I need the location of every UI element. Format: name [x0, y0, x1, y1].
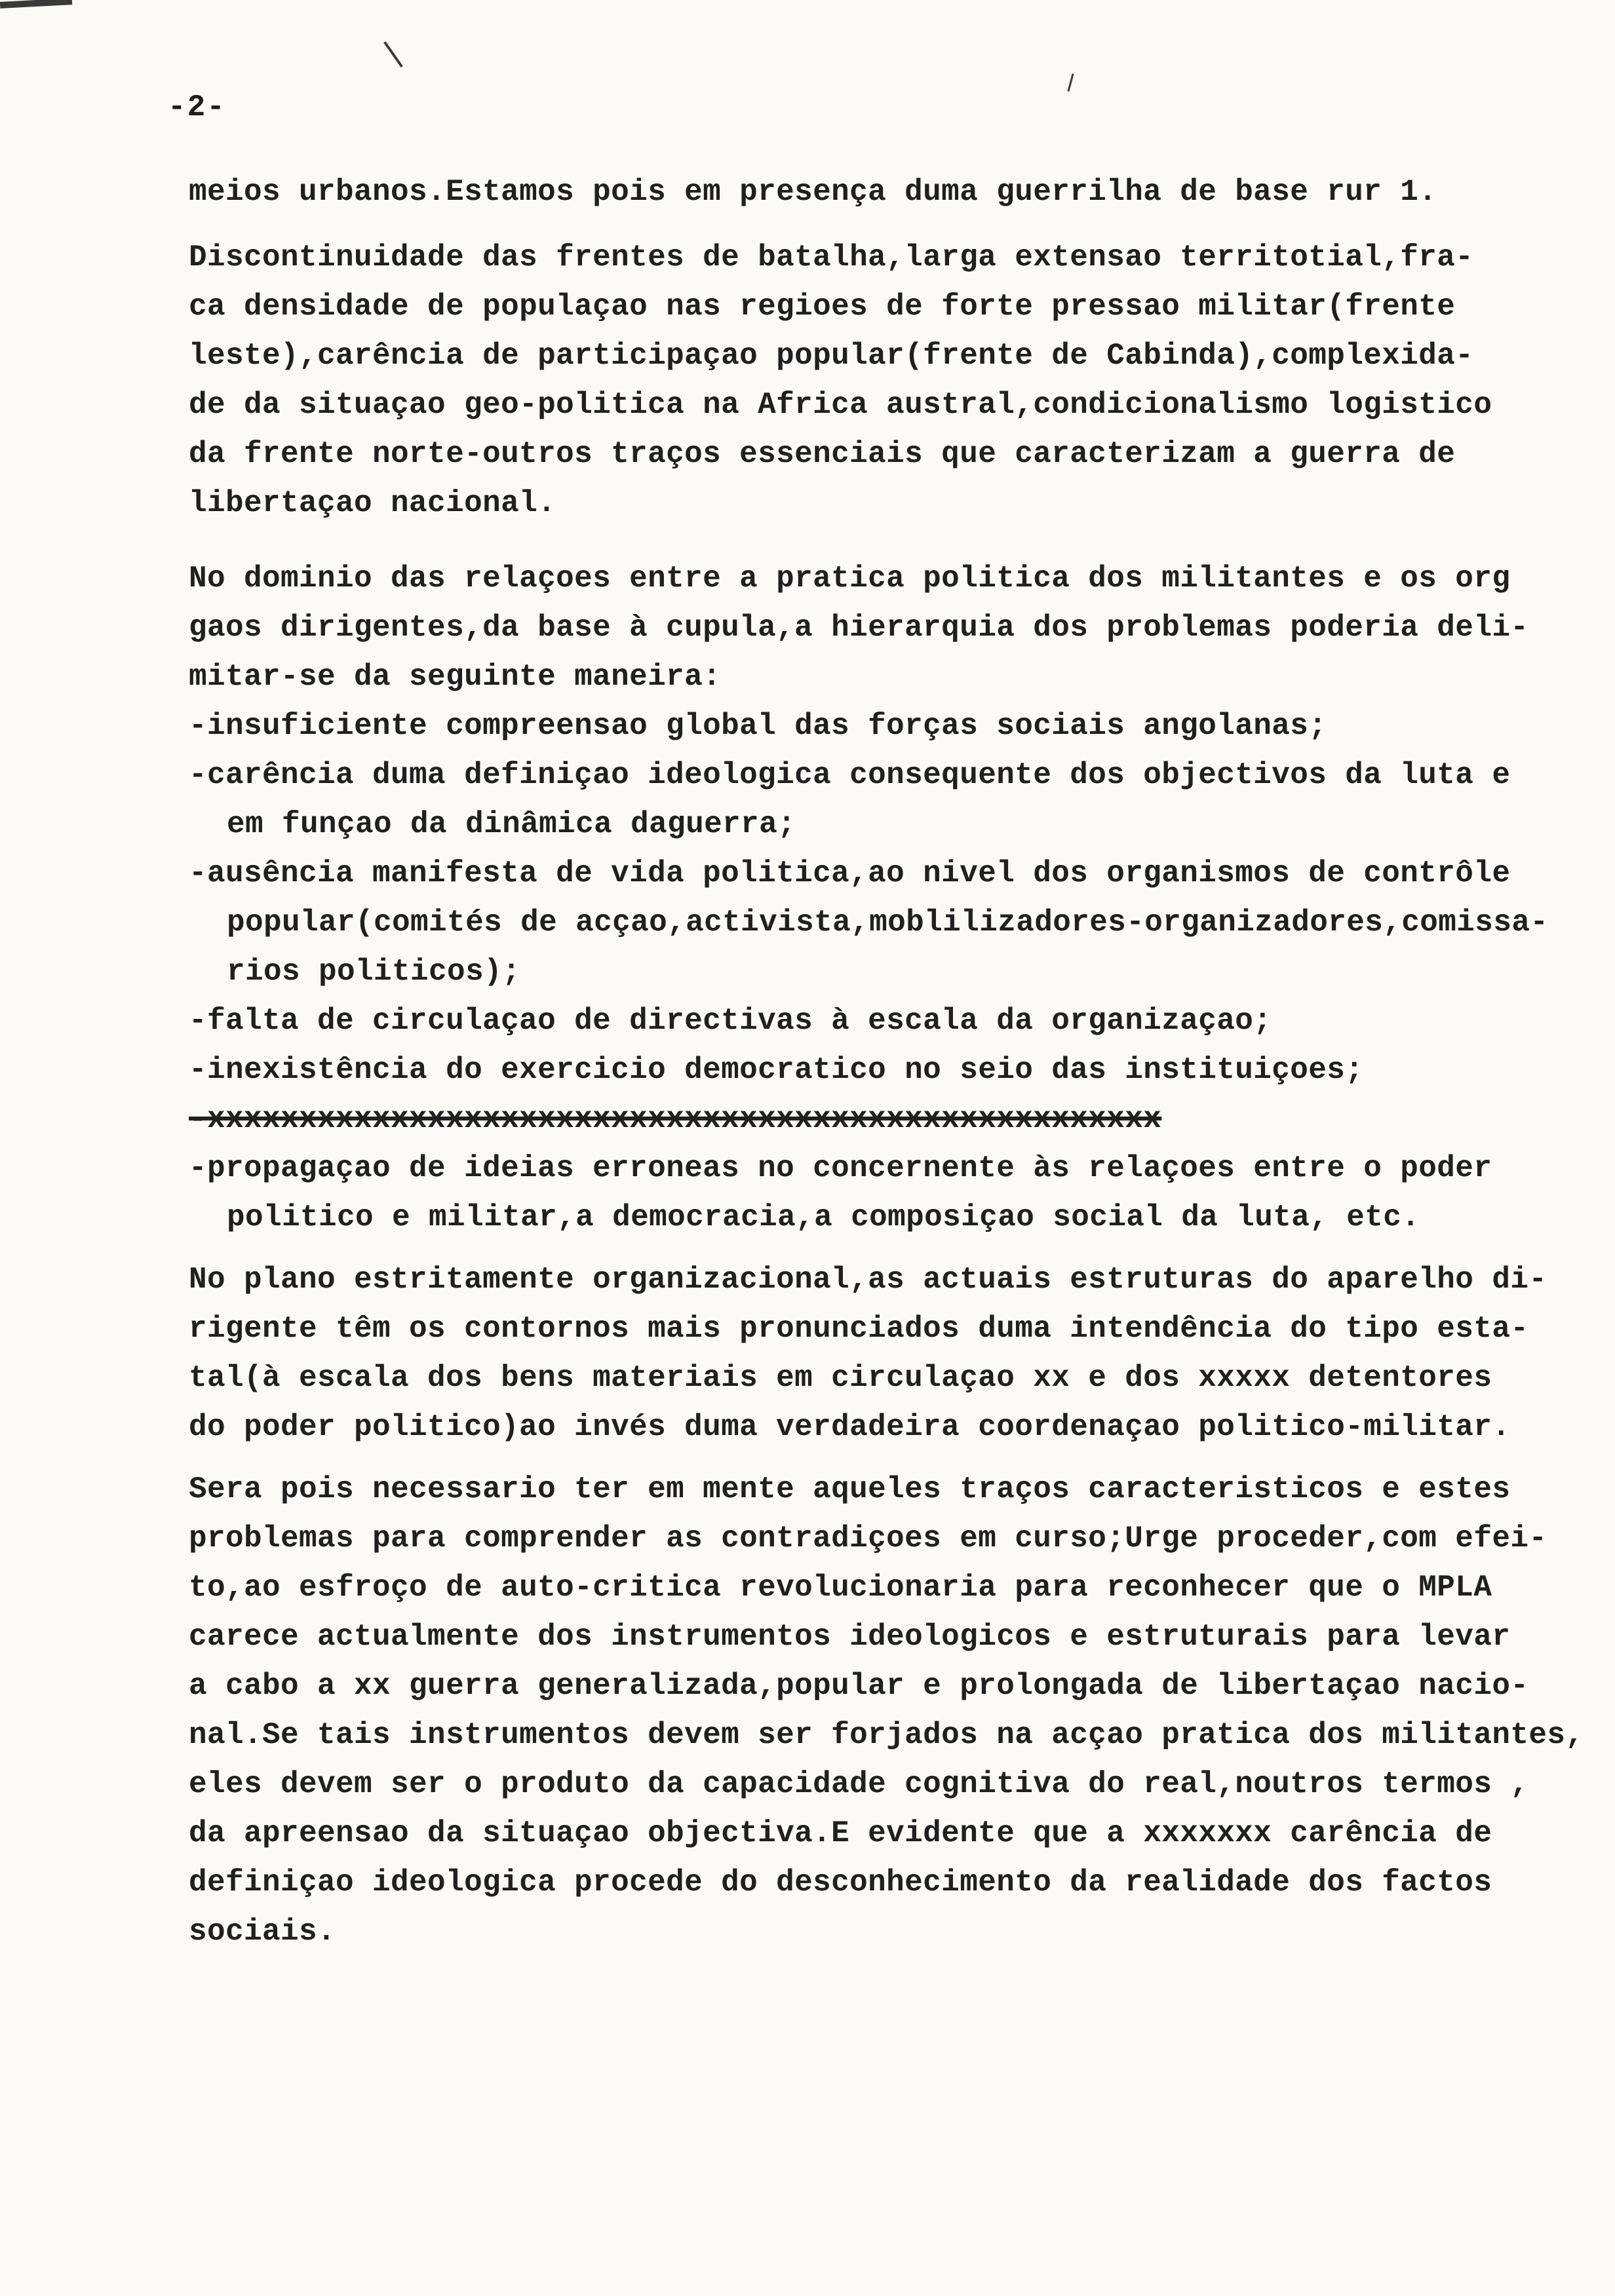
list-item-continuation: politico e militar,a democracia,a composiçao social da luta, etc. [208, 1200, 1420, 1234]
text-line: da apreensao da situaçao objectiva.E evidente que a xxxxxxx carência de [189, 1816, 1492, 1850]
text-line: libertaçao nacional. [189, 486, 556, 520]
paragraph-4 [189, 1255, 1565, 1452]
paragraph-1 [189, 168, 1565, 217]
paragraph-5 [189, 1465, 1584, 1957]
text-line: nal.Se tais instrumentos devem ser forjados na acçao pratica dos militantes, [189, 1718, 1584, 1752]
text-line: do poder politico)ao invés duma verdadeira coordenaçao politico-militar. [189, 1410, 1511, 1444]
struck-out-line: -xxxxxxxxxxxxxxxxxxxxxxxxxxxxxxxxxxxxxxxxxxxxxxxxxxxx [189, 1102, 1162, 1136]
page-number: -2- [168, 90, 226, 124]
list-item: -propagaçao de ideias erroneas no concernente às relaçoes entre o poder [189, 1151, 1492, 1185]
list-item: -insuficiente compreensao global das forças sociais angolanas; [189, 709, 1327, 743]
scan-mark [1067, 73, 1074, 92]
text-line: mitar-se da seguinte maneira: [189, 660, 722, 694]
list-item: -falta de circulaçao de directivas à escala da organizaçao; [189, 1004, 1272, 1038]
scan-mark [0, 0, 72, 9]
text-line: meios urbanos.Estamos pois em presença duma guerrilha de base rur 1. [189, 175, 1437, 209]
list-item-continuation: popular(comités de acçao,activista,moblilizadores-organizadores,comissa- [208, 906, 1549, 940]
paragraph-2 [189, 233, 1565, 528]
paragraph-3 [189, 554, 1565, 1242]
text-line: Sera pois necessario ter em mente aqueles traços caracteristicos e estes [189, 1472, 1511, 1506]
text-line: a cabo a xx guerra generalizada,popular e prolongada de libertaçao nacio- [189, 1669, 1529, 1703]
list-item: -ausência manifesta de vida politica,ao nivel dos organismos de contrôle [189, 856, 1511, 890]
text-line: No plano estritamente organizacional,as actuais estruturas do aparelho di- [189, 1263, 1547, 1297]
text-line: definiçao ideologica procede do desconhecimento da realidade dos factos [189, 1866, 1492, 1900]
text-line: tal(à escala dos bens materiais em circulaçao xx e dos xxxxx detentores [189, 1361, 1492, 1395]
text-line: sociais. [189, 1915, 336, 1949]
text-line: carece actualmente dos instrumentos ideologicos e estruturais para levar [189, 1620, 1511, 1654]
text-line: eles devem ser o produto da capacidade cognitiva do real,noutros termos , [189, 1767, 1529, 1801]
scan-mark [383, 41, 403, 67]
text-line: problemas para comprender as contradiçoes em curso;Urge proceder,com efei- [189, 1521, 1547, 1556]
text-line: Discontinuidade das frentes de batalha,larga extensao territotial,fra- [189, 240, 1474, 275]
text-line: rigente têm os contornos mais pronunciados duma intendência do tipo esta- [189, 1312, 1529, 1346]
list-item-continuation: rios politicos); [208, 955, 521, 989]
list-item: -inexistência do exercicio democratico no seio das instituiçoes; [189, 1053, 1364, 1087]
text-line: gaos dirigentes,da base à cupula,a hierarquia dos problemas poderia deli- [189, 611, 1529, 645]
text-line: da frente norte-outros traços essenciais que caracterizam a guerra de [189, 437, 1456, 471]
text-line: to,ao esfroço de auto-critica revolucionaria para reconhecer que o MPLA [189, 1571, 1492, 1605]
text-line: No dominio das relaçoes entre a pratica politica dos militantes e os org [189, 562, 1511, 596]
list-item-continuation: em funçao da dinâmica daguerra; [208, 807, 796, 841]
list-item: -carência duma definiçao ideologica consequente dos objectivos da luta e [189, 758, 1511, 792]
text-line: de da situaçao geo-politica na Africa austral,condicionalismo logistico [189, 388, 1492, 422]
text-line: ca densidade de populaçao nas regioes de forte pressao militar(frente [189, 290, 1456, 324]
text-line: leste),carência de participaçao popular(frente de Cabinda),complexida- [189, 339, 1474, 373]
